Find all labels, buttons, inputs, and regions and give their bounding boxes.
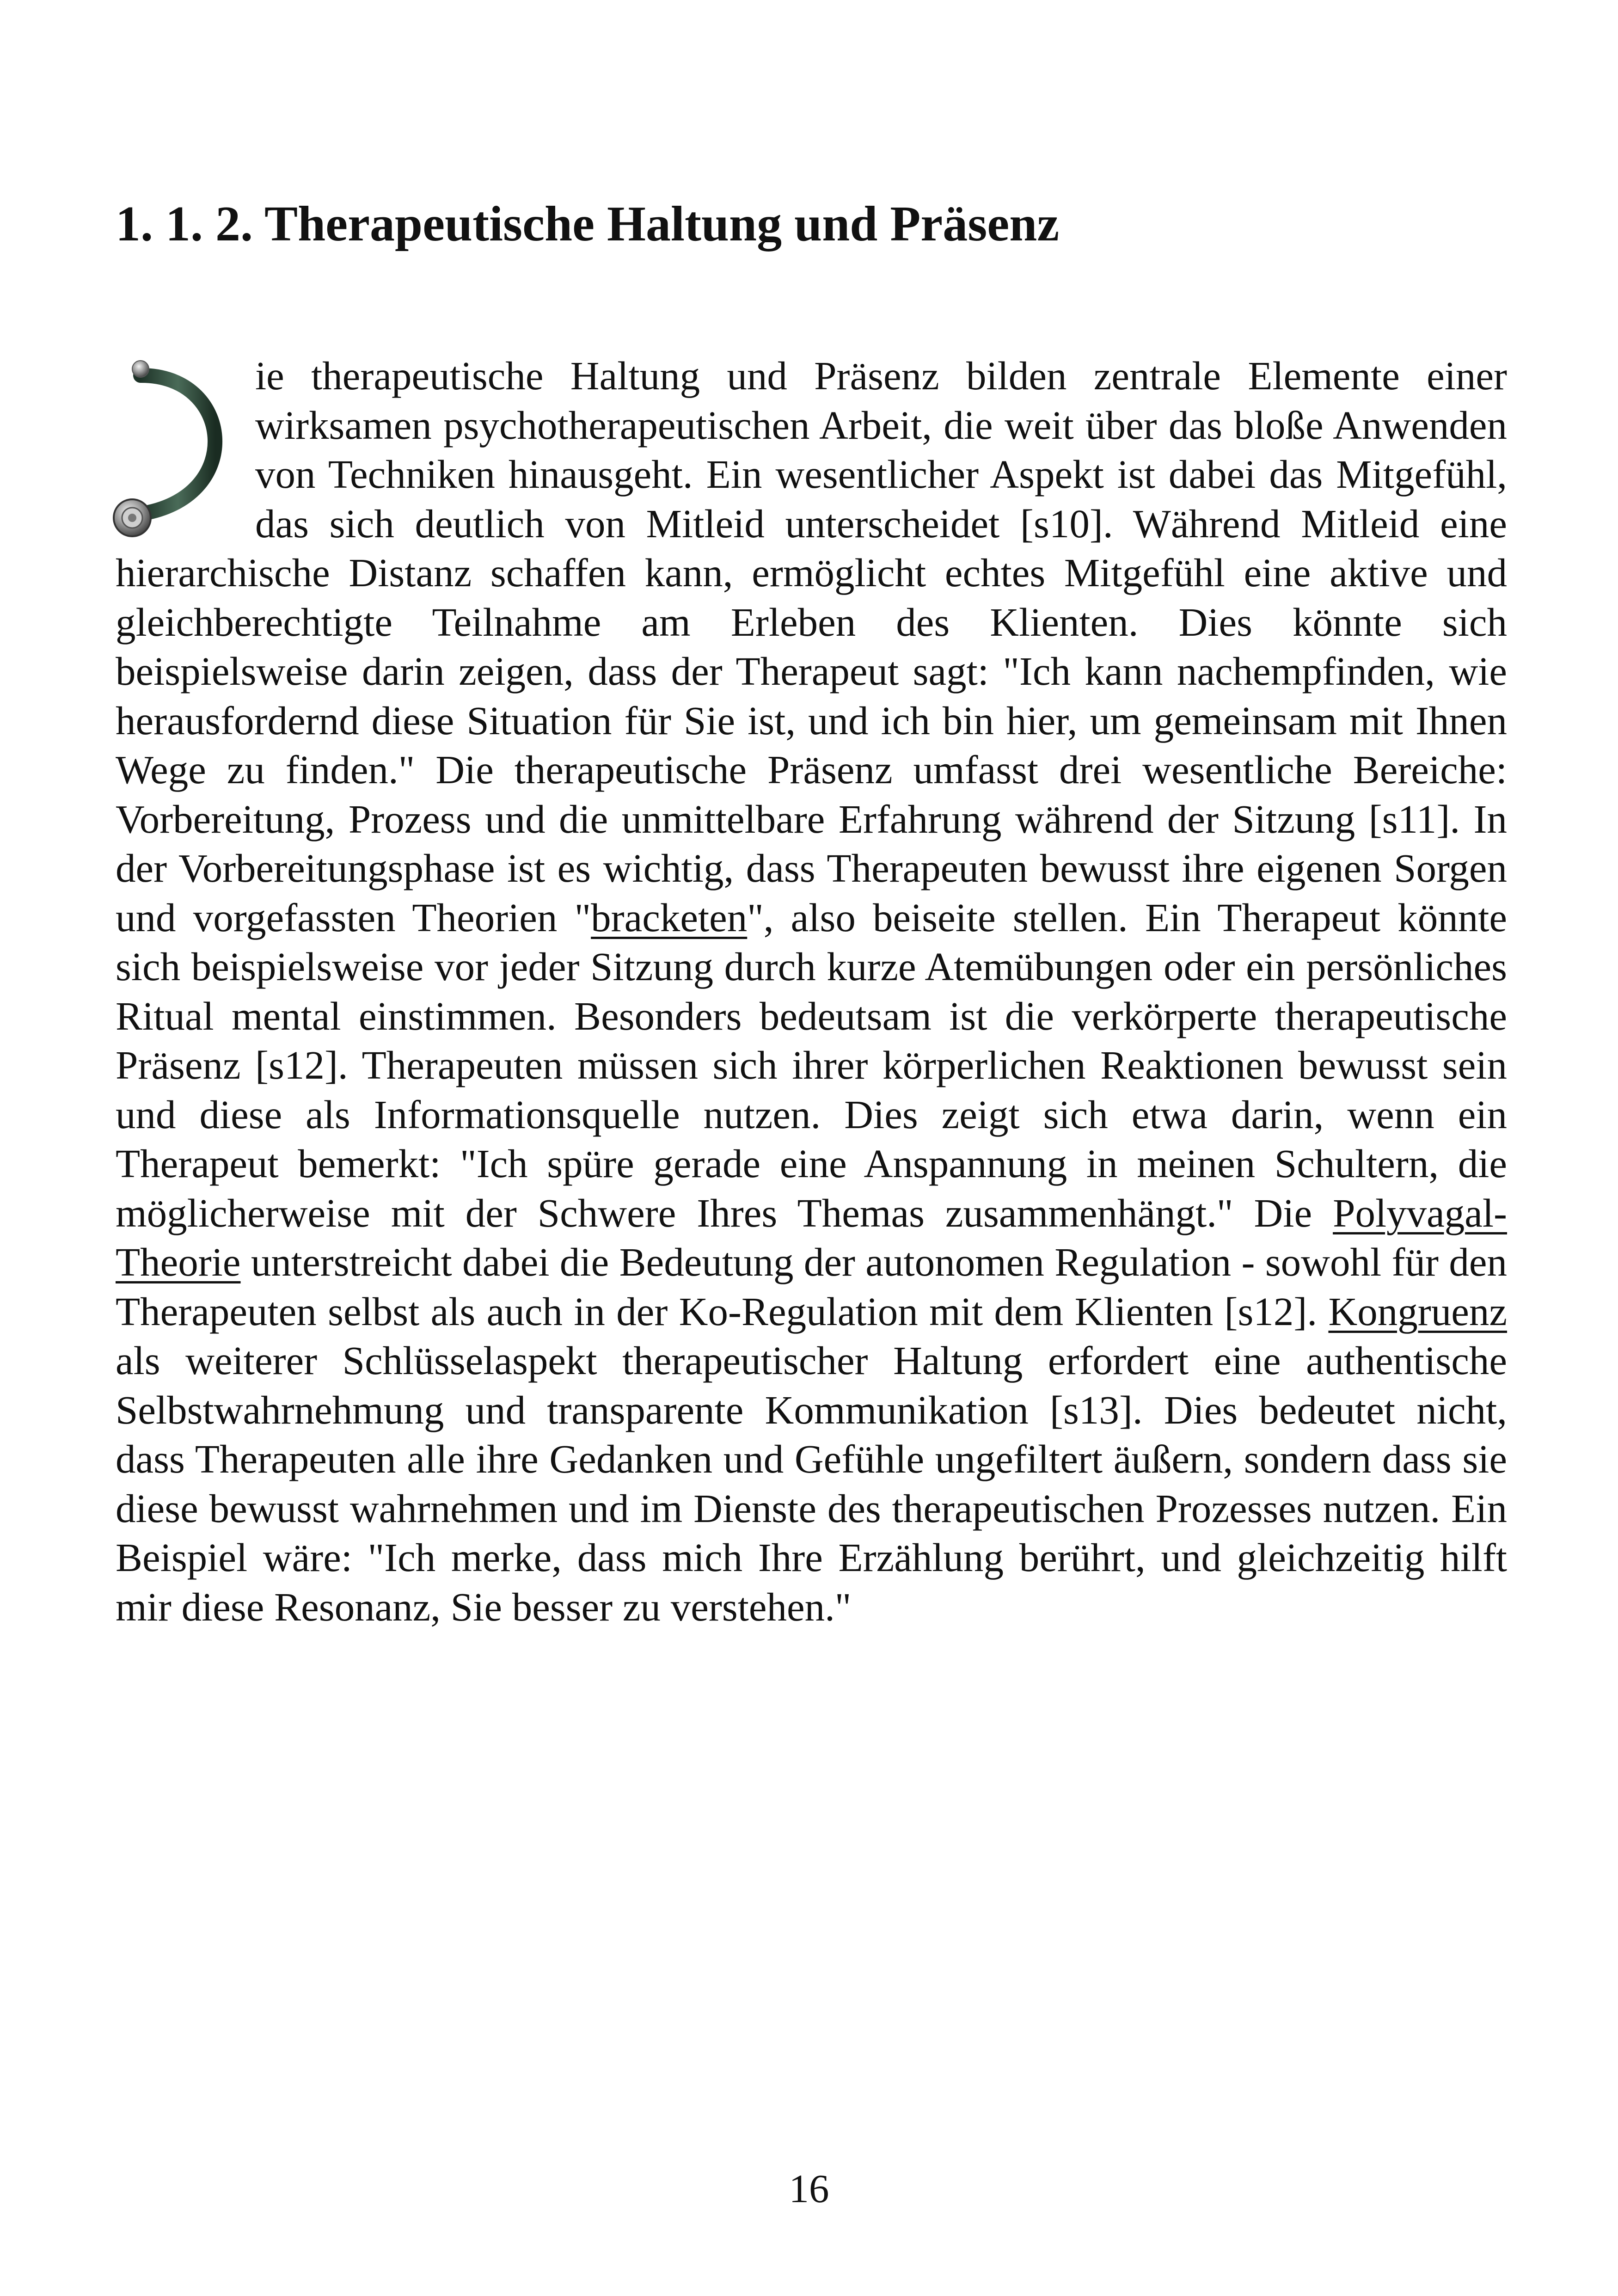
drop-cap <box>112 351 246 548</box>
body-paragraph <box>116 351 1507 1632</box>
body-text-segment: unterstreicht dabei die Bedeutung der autonomen Regulation - sowohl für den Therapeuten selbst als auch in der Ko-Regulation mit dem Klienten [s12]. <box>116 1240 1507 1334</box>
page-title: 1. 1. 2. Therapeutische Haltung und Präsenz <box>116 196 1060 252</box>
link-bracketen[interactable]: bracketen <box>591 895 748 940</box>
body-text-segment: als weiterer Schlüsselaspekt therapeutischer Haltung erfordert eine authentische Selbstwahrnehmung und transparente Kommunikation [s13]. Dies bedeutet nicht, dass Therapeuten alle ihre Gedanken und Gefühle ungefiltert äußern, sondern dass sie diese bewusst wahrnehmen und im Dienste des therapeutischen Prozesses nutzen. Ein Beispiel wäre: "Ich merke, dass mich Ihre Erzählung berührt, und gleichzeitig hilft mir diese Resonanz, Sie besser zu verstehen." <box>116 1338 1507 1629</box>
link-polyvagal-theorie[interactable]: Polyvagal-Theorie <box>116 1190 1507 1284</box>
body-text-segment: ie therapeutische Haltung und Präsenz bilden zentrale Elemente einer wirksamen psychotherapeutischen Arbeit, die weit über das bloße Anwenden von Techniken hinausgeht. Ein wesentlicher Aspekt ist dabei das Mitgefühl, das sich deutlich von Mitleid unterscheidet [s10]. Während Mitleid eine hierarchische Distanz schaffen kann, ermöglicht echtes Mitgefühl eine aktive und gleichberechtigte Teilnahme am Erleben des Klienten. Dies könnte sich beispielsweise darin zeigen, dass der Therapeut sagt: "Ich kann nachempfinden, wie herausfordernd diese Situation für Sie ist, und ich bin hier, um gemeinsam mit Ihnen Wege zu finden." Die therapeutische Präsenz umfasst drei wesentliche Bereiche: Vorbereitung, Prozess und die unmittelbare Erfahrung während der Sitzung [s11]. In der Vorbereitungsphase ist es wichtig, dass Therapeuten bewusst ihre eigenen Sorgen und vorgefassten Theorien " <box>116 353 1507 940</box>
link-kongruenz[interactable]: Kongruenz <box>1328 1289 1507 1334</box>
stethoscope-icon <box>112 356 246 541</box>
body-text-segment: ", also beiseite stellen. Ein Therapeut könnte sich beispielsweise vor jeder Sitzung durch kurze Atemübungen oder ein persönliches Ritual mental einstimmen. Besonders bedeutsam ist die verkörperte therapeutische Präsenz [s12]. Therapeuten müssen sich ihrer körperlichen Reaktionen bewusst sein und diese als Informationsquelle nutzen. Dies zeigt sich etwa darin, wenn ein Therapeut bemerkt: "Ich spüre gerade eine Anspannung in meinen Schultern, die möglicherweise mit der Schwere Ihres Themas zusammenhängt." Die <box>116 895 1507 1235</box>
page-number: 16 <box>789 2166 829 2211</box>
